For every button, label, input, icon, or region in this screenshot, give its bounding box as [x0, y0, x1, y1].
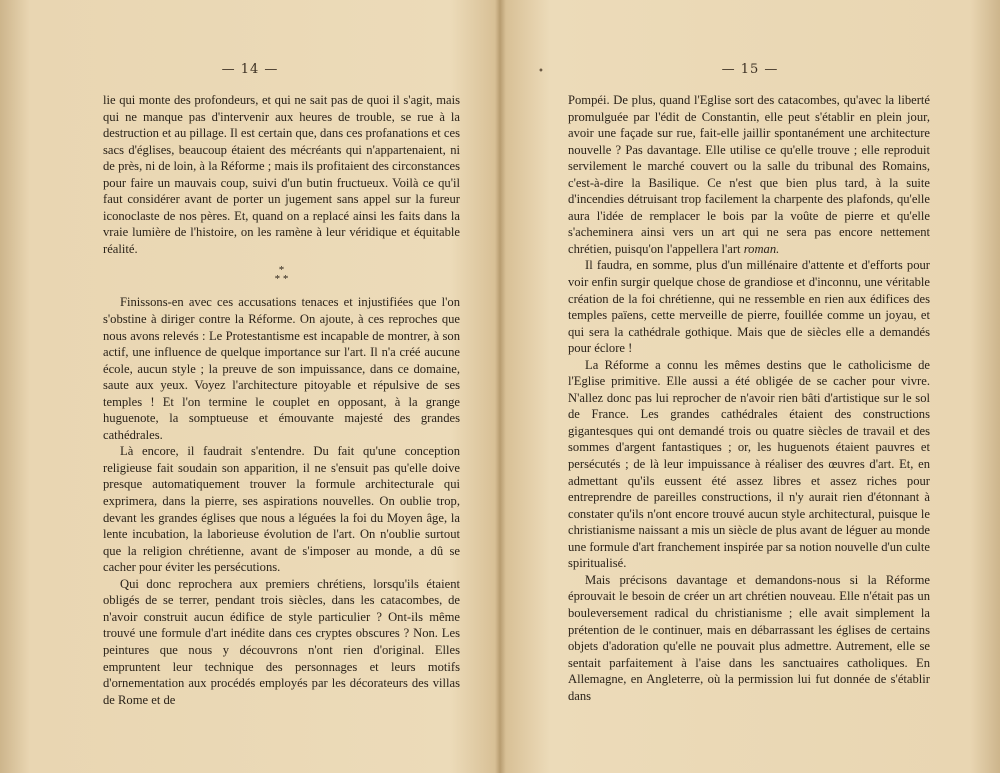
paragraph: Qui donc reprochera aux premiers chrétiens, lorsqu'ils étaient obligés de se terrer, pendant trois siècles, dans les catacombes, de n'avoir construit aucun édifice de style particulier ? Ont-ils même trouvé une formule d'art inédite dans ces cryptes obscures ? Non. Les peintures que nous y découvrons n'ont rien d'original. Elles empruntent leur technique des personnages et leurs motifs d'ornementation aux procédés employés par les décorateurs des villas de Rome et de	[103, 576, 460, 707]
paragraph: Mais précisons davantage et demandons-nous si la Réforme éprouvait le besoin de créer un art chrétien nouveau. Elle n'était pas un bouleversement radical du christianisme ; elle avait simplement la prétention de le continuer, mais en débarrassant les églises de certains objets d'adoration qu'elle ne pouvait plus admettre. Autrement, elle se sentait parfaitement à l'aise dans les sanctuaires catholiques. En Allemagne, en Angleterre, où la permission lui fut donnée de s'établir dans	[568, 572, 930, 703]
right-page-text	[568, 92, 930, 704]
page-number-left: — 14 —	[221, 62, 279, 77]
paragraph: Il faudra, en somme, plus d'un millénaire d'attente et d'efforts pour voir enfin surgir quelque chose de grandiose et d'inconnu, une véritable création de la foi chrétienne, qui ne ressemble en rien aux édifices des temples païens, cette merveille de pierre, fouillée comme un joyau, et qui sera la cathédrale gothique. Mais que de siècles elle a demandés pour éclore !	[568, 258, 930, 356]
section-separator: * * *	[274, 264, 289, 286]
paragraph	[568, 92, 930, 257]
paragraph: Là encore, il faudrait s'entendre. Du fait qu'une conception religieuse fait soudain son apparition, il ne s'ensuit pas qu'elle doive presque automatiquement trouver la formule architecturale qui exprimera, dans la pierre, ses aspirations nouvelles. On oublie trop, devant les grandes églises que nous a léguées la foi du Moyen âge, la lente incubation, la laborieuse évolution de l'art. On n'oublie surtout que la religion chrétienne, avant de s'imposer au monde, a dû se cacher pour éviter les persécutions.	[103, 444, 460, 575]
paragraph: Finissons-en avec ces accusations tenaces et injustifiées que l'on s'obstine à diriger contre la Réforme. On ajoute, à ces reproches que nous avons relevés : Le Protestantisme est incapable de montrer, à son actif, une influence de quelque importance sur l'art. Il n'a créé aucune école, aucun style ; la preuve de son impuissance, dans ce domaine, saute aux yeux. Voyez l'architecture pitoyable et répulsive de ses temples ! Et l'on termine le couplet en opposant, à la grange huguenote, la somptueuse et émouvante majesté des grandes cathédrales.	[103, 295, 460, 442]
folio-dot: •	[538, 66, 544, 77]
paragraph: La Réforme a connu les mêmes destins que le catholicisme de l'Eglise primitive. Elle aussi a été obligée de se cacher pour vivre. N'allez donc pas lui reprocher de n'avoir rien bâti d'artistique sur le sol de France. Les grandes cathédrales étaient des constructions gigantesques qui ont demandé trois ou quatre siècles de travail et des sommes d'argent fantastiques ; or, les huguenots étaient pauvres et persécutés ; de là leur impuissance à réaliser des œuvres d'art. Et, en admettant qu'ils eussent été assez libres et assez riches pour entreprendre de pareilles constructions, il n'y aurait rien d'étonnant à constater qu'ils n'ont encore trouvé aucun style architectural, puisque le christianisme naissant a mis un siècle de plus avant de léguer au monde une formule d'art franchement inspirée par sa notion nouvelle d'un culte spiritualisé.	[568, 357, 930, 571]
paragraph: lie qui monte des profondeurs, et qui ne sait pas de quoi il s'agit, mais qui ne manque pas d'intervenir aux heures de trouble, se rue à la destruction et au pillage. Il est certain que, dans ces profanations et ces sacs d'églises, beaucoup étaient des mécréants qui n'appartenaient, ni de près, ni de loin, à la Réforme ; mais ils profitaient des circonstances pour faire un mauvais coup, suivi d'un butin fructueux. Voilà ce qu'il faut considérer avant de porter un jugement sans appel sur la fureur iconoclaste de nos pères. Et, quand on a replacé ainsi les faits dans la vraie lumière de l'histoire, on les ramène à leur véridique et équitable réalité.	[103, 93, 460, 256]
paragraph-text: Pompéi. De plus, quand l'Eglise sort des catacombes, qu'avec la liberté promulguée par l'édit de Constantin, elle peut s'établir en plein jour, avoir une façade sur rue, fait-elle jaillir spontanément une architecture nouvelle ? Pas davantage. Elle utilise ce qu'elle trouve ; elle reproduit servilement le marché couvert ou la salle du tribunal des Romains, c'est-à-dire la Basilique. Ce n'est que bien plus tard, à la suite d'incendies détruisant trop facilement la charpente des plafonds, qu'elle aura l'idée de remplacer le bois par la voûte de pierre et qu'elle s'acheminera ainsi vers un art qui ne sera pas encore nettement chrétien, puisqu'on l'appellera l'art	[568, 93, 930, 256]
italic-word: roman.	[743, 241, 780, 256]
page-number-right: — 15 —	[721, 62, 779, 77]
right-page	[500, 0, 1000, 773]
left-page-text	[103, 92, 460, 708]
